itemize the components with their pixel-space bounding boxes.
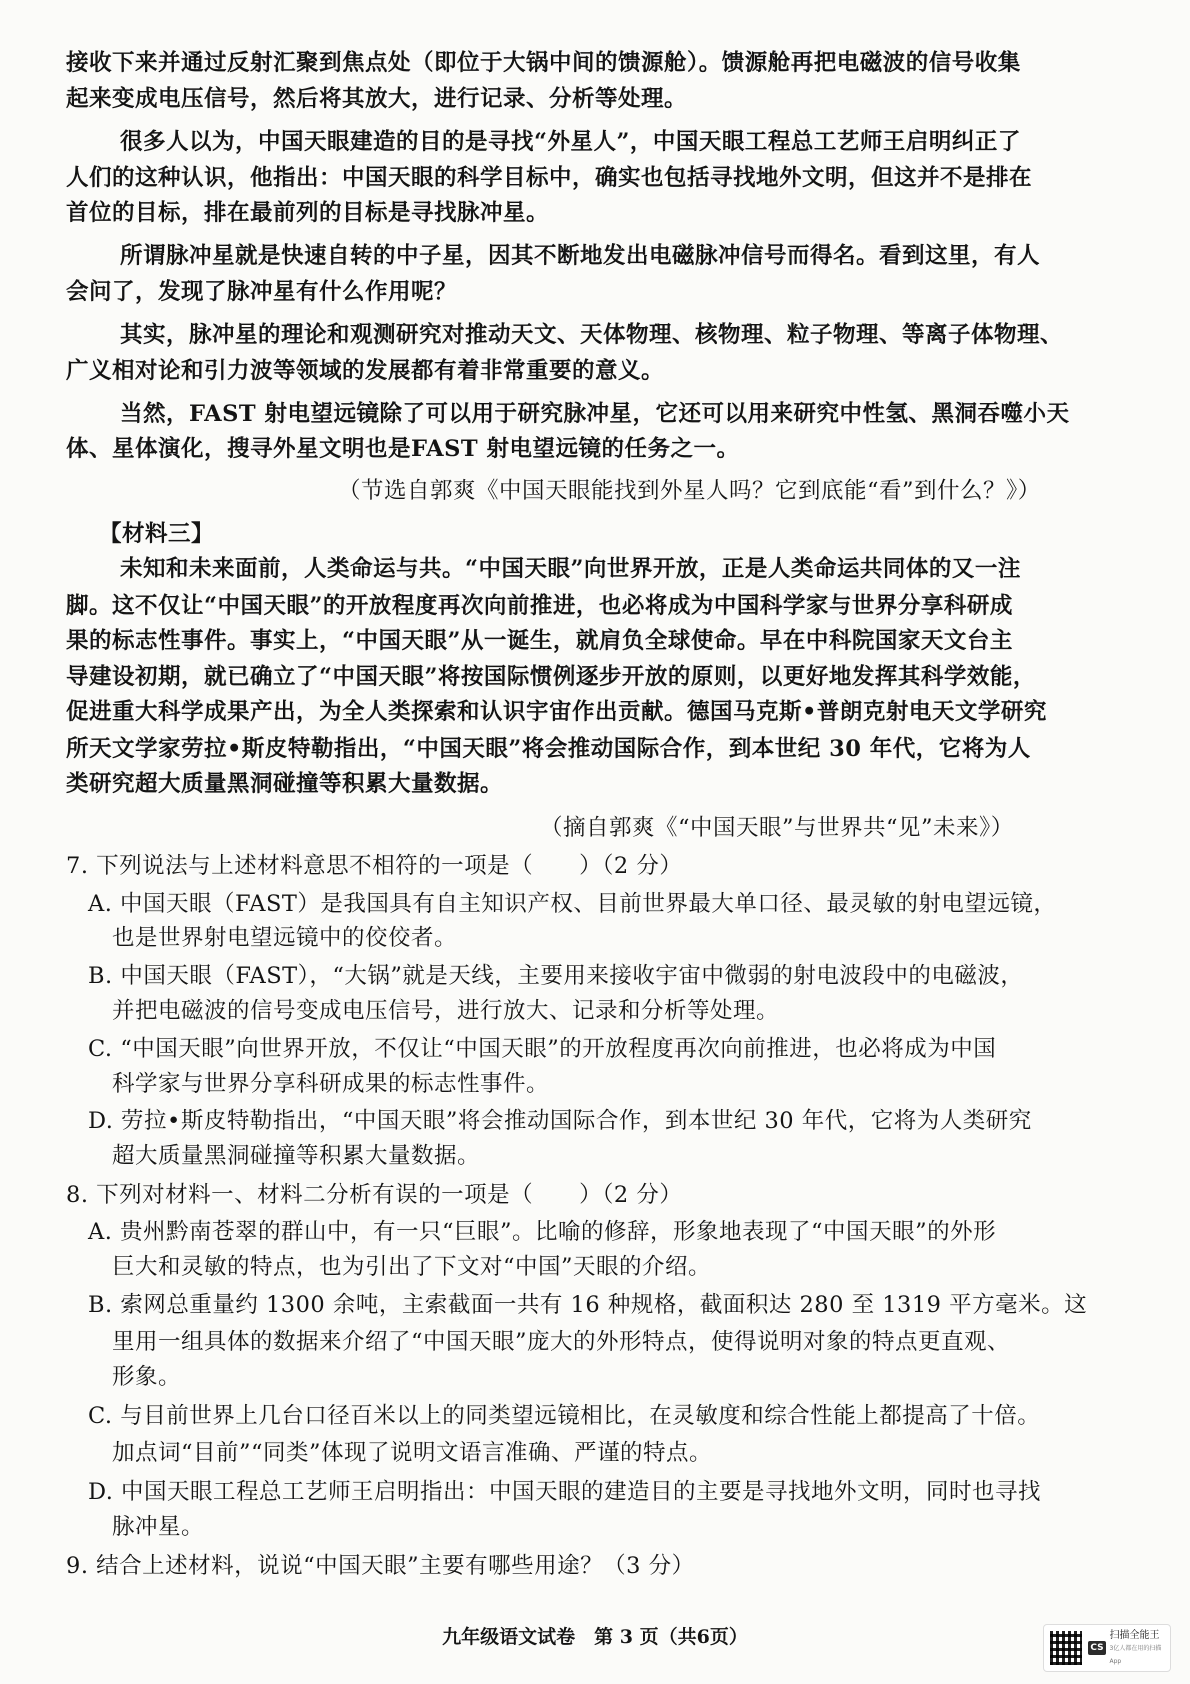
qr-code-icon	[1050, 1631, 1082, 1665]
cs-logo: CS	[1090, 1643, 1104, 1653]
scanner-watermark	[1043, 1624, 1171, 1672]
badge-subtitle: 3亿人都在用的扫描App	[1109, 1644, 1162, 1665]
text-line: A. 贵州黔南苍翠的群山中，有一只“巨眼”。比喻的修辞，形象地表现了“中国天眼”的外形	[88, 1219, 997, 1245]
text-line: 体、星体演化，搜寻外星文明也是FAST 射电望远镜的任务之一。	[66, 436, 740, 462]
text-line: 所天文学家劳拉•斯皮特勒指出，“中国天眼”将会推动国际合作，到本世纪 30 年代，它将为人	[66, 736, 1031, 762]
text-line: 导建设初期，就已确立了“中国天眼”将按国际惯例逐步开放的原则，以更好地发挥其科学效能，	[66, 664, 1036, 690]
text-line: 很多人以为，中国天眼建造的目的是寻找“外星人”，中国天眼工程总工艺师王启明纠正了	[120, 129, 1021, 155]
text-line: 8. 下列对材料一、材料二分析有误的一项是（ ）（2 分）	[66, 1182, 683, 1208]
text-line: 起来变成电压信号，然后将其放大，进行记录、分析等处理。	[66, 86, 688, 112]
text-line: 超大质量黑洞碰撞等积累大量数据。	[112, 1143, 481, 1169]
text-line: B. 中国天眼（FAST），“大锅”就是天线，主要用来接收宇宙中微弱的射电波段中的电磁波，	[88, 963, 1024, 989]
text-line: 里用一组具体的数据来介绍了“中国天眼”庞大的外形特点，使得说明对象的特点更直观、	[112, 1329, 1011, 1355]
text-line: 果的标志性事件。事实上，“中国天眼”从一诞生，就肩负全球使命。早在中科院国家天文台主	[66, 628, 1013, 654]
text-line: 7. 下列说法与上述材料意思不相符的一项是（ ）（2 分）	[66, 853, 683, 879]
text-line: B. 索网总重量约 1300 余吨，主索截面一共有 16 种规格，截面积达 280 至 1319 平方毫米。这	[88, 1292, 1088, 1318]
text-line: 所谓脉冲星就是快速自转的中子星，因其不断地发出电磁脉冲信号而得名。看到这里，有人	[120, 243, 1041, 269]
text-line: 也是世界射电望远镜中的佼佼者。	[112, 925, 458, 951]
text-line: 人们的这种认识，他指出：中国天眼的科学目标中，确实也包括寻找地外文明，但这并不是排在	[66, 165, 1033, 191]
text-line: A. 中国天眼（FAST）是我国具有自主知识产权、目前世界最大单口径、最灵敏的射电望远镜，	[88, 891, 1057, 917]
text-line: 首位的目标，排在最前列的目标是寻找脉冲星。	[66, 200, 550, 226]
text-line: 当然，FAST 射电望远镜除了可以用于研究脉冲星，它还可以用来研究中性氢、黑洞吞噬小天	[120, 401, 1070, 427]
text-line: D. 中国天眼工程总工艺师王启明指出：中国天眼的建造目的主要是寻找地外文明，同时也寻找	[88, 1479, 1042, 1505]
text-line: 会问了，发现了脉冲星有什么作用呢？	[66, 279, 458, 305]
text-line: 接收下来并通过反射汇聚到焦点处（即位于大锅中间的馈源舱）。馈源舱再把电磁波的信号收集	[66, 50, 1021, 76]
text-line: 并把电磁波的信号变成电压信号，进行放大、记录和分析等处理。	[112, 998, 780, 1024]
text-line: C. “中国天眼”向世界开放，不仅让“中国天眼”的开放程度再次向前推进，也必将成为中国	[88, 1036, 997, 1062]
text-line: 脉冲星。	[112, 1514, 205, 1540]
text-line: 未知和未来面前，人类命运与共。“中国天眼”向世界开放，正是人类命运共同体的又一注	[120, 556, 1021, 582]
text-line: 形象。	[112, 1364, 182, 1390]
text-line: 广义相对论和引力波等领域的发展都有着非常重要的意义。	[66, 358, 665, 384]
text-line: 巨大和灵敏的特点，也为引出了下文对“中国”天眼的介绍。	[112, 1254, 712, 1280]
text-line: 促进重大科学成果产出，为全人类探索和认识宇宙作出贡献。德国马克斯•普朗克射电天文学研究	[66, 699, 1047, 725]
text-line: 【材料三】	[99, 521, 215, 547]
text-line: 脚。这不仅让“中国天眼”的开放程度再次向前推进，也必将成为中国科学家与世界分享科研成	[66, 593, 1013, 619]
text-line: （摘自郭爽《“中国天眼”与世界共“见”未来》）	[540, 815, 1014, 841]
text-line: （节选自郭爽《中国天眼能找到外星人吗？它到底能“看”到什么？》）	[338, 478, 1041, 504]
text-line: D. 劳拉•斯皮特勒指出，“中国天眼”将会推动国际合作，到本世纪 30 年代，它将为人类研究	[88, 1108, 1032, 1134]
text-line: 科学家与世界分享科研成果的标志性事件。	[112, 1071, 550, 1097]
page-footer: 九年级语文试卷 第 3 页（共6页）	[442, 1626, 748, 1648]
text-line: 9. 结合上述材料，说说“中国天眼”主要有哪些用途？（3 分）	[66, 1553, 695, 1579]
badge-title: 扫描全能王	[1109, 1629, 1160, 1641]
text-line: 其实，脉冲星的理论和观测研究对推动天文、天体物理、核物理、粒子物理、等离子体物理、	[120, 322, 1064, 348]
text-line: 类研究超大质量黑洞碰撞等积累大量数据。	[66, 771, 504, 797]
text-line: 加点词“目前”“同类”体现了说明文语言准确、严谨的特点。	[112, 1440, 713, 1466]
text-line: C. 与目前世界上几台口径百米以上的同类望远镜相比，在灵敏度和综合性能上都提高了十倍。	[88, 1403, 1041, 1429]
